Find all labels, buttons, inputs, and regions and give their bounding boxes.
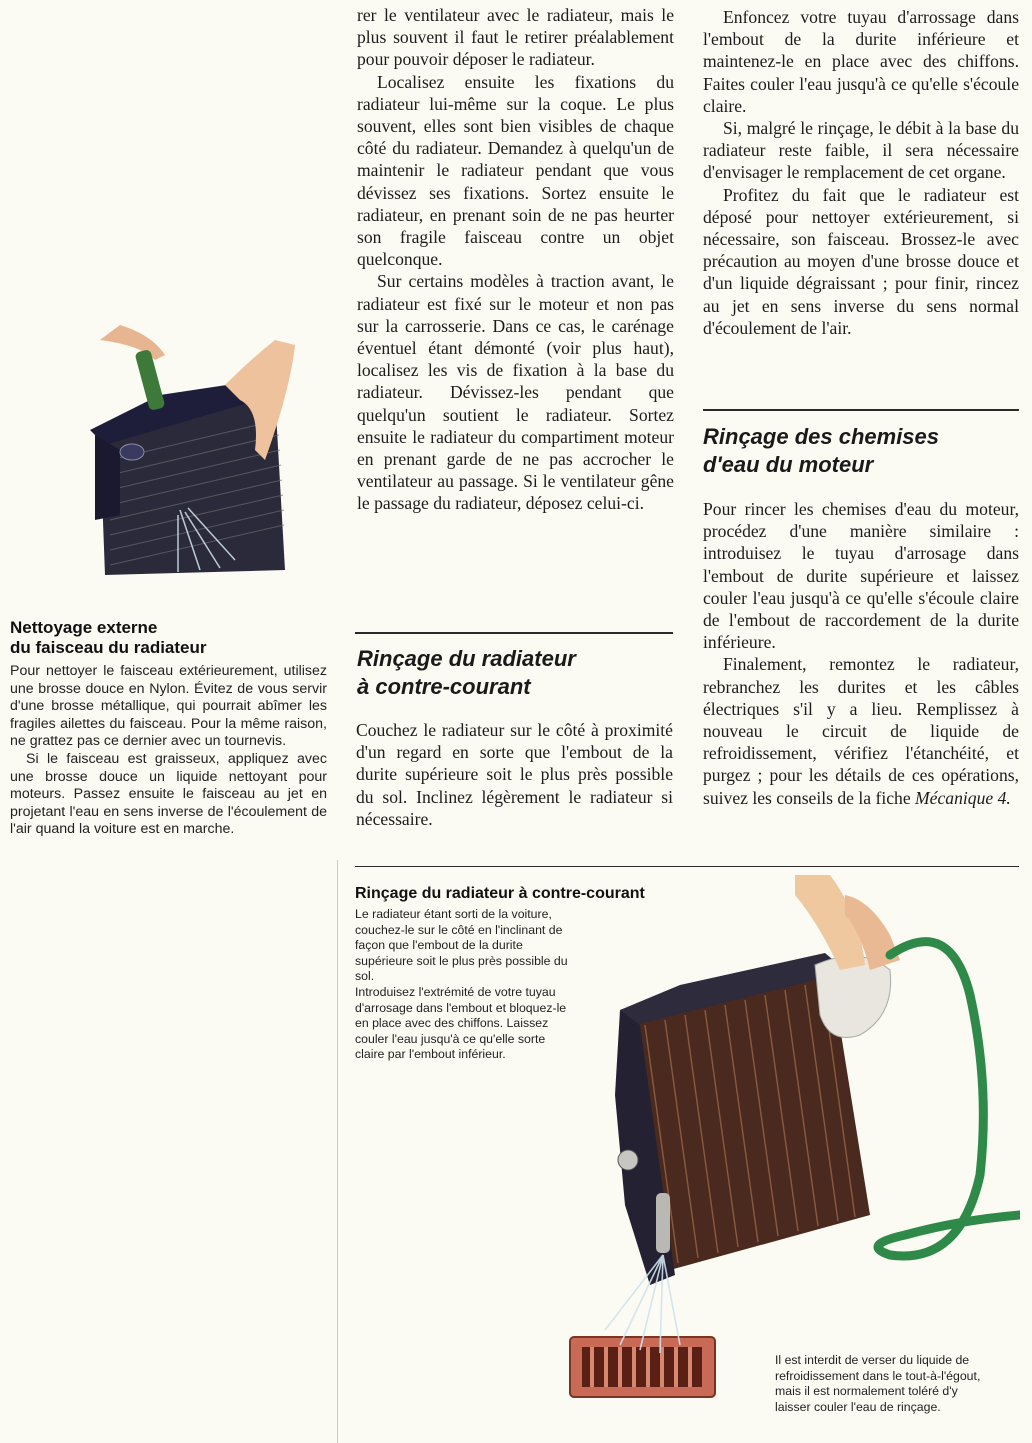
col3-paragraph: Enfoncez votre tuyau d'arrossage dans l'embout de la durite inférieure et maintenez-le en place avec des chiffons. Faites couler l'eau jusqu'à ce qu'elle s'écoule claire. [703,7,1019,116]
column-2 [357,4,674,515]
caption-paragraph: Introduisez l'extrémité de votre tuyau d'arrosage dans l'embout et bloquez-le en place avec des chiffons. Laissez couler l'eau jusqu'à ce qu'elle sorte claire par l'embout inférieur. [355,984,567,1062]
heading-line: d'eau du moteur [703,452,874,477]
section-rule [355,632,673,634]
col3-final-text: Finalement, remontez le radiateur, rebranchez les durites et les câbles électriques s'il y a lieu. Remplissez à nouveau le circuit de liquide de refroidissement, vérifiez l'étanchéité, et purgez ; pour les détails de ces opérations, suivez les conseils de la fiche [703,654,1019,808]
col2-paragraph: Sur certains modèles à traction avant, le radiateur est fixé sur le moteur et non pas sur la carrosserie. Dans ce cas, le carénage éventuel étant démonté (voir plus haut), localisez les vis de fixation à la base du radiateur. Dévissez-les pendant que quelqu'un soutient le radiateur. Sortez ensuite le radiateur du compartiment moteur en prenant garde de ne pas accrocher le ventilateur au passage. Si le ventilateur gêne le passage du radiateur, déposez celui-ci. [357,271,674,514]
caption-warning: Il est interdit de verser du liquide de refroidissement dans le tout-à-l'égout, mais il est normalement toléré d'y laisser couler l'eau de rinçage. [775,1353,981,1414]
rag [815,956,891,1037]
caption-title-line: Nettoyage externe [10,618,158,637]
col3-section-text [703,498,1019,809]
figure-rule [355,866,1019,867]
garden-hose [878,942,1020,1256]
section-heading-chemises [703,423,1019,479]
radiator-side-tank [95,435,120,520]
outlet-fitting [618,1150,638,1170]
hand-left [100,325,165,360]
filler-cap [120,444,144,460]
caption-left-body [10,663,327,839]
caption-left-title [10,618,330,658]
reference-link-text: Mécanique 4. [915,787,1011,808]
brushing-radiator-illustration [60,300,320,580]
col2-paragraph: rer le ventilateur avec le radiateur, mais le plus souvent il faut le retirer préalablement pour pouvoir déposer le radiateur. [357,5,674,70]
col3-paragraph: Profitez du fait que le radiateur est déposé pour nettoyer extérieurement, si nécessaire, son faisceau. Brossez-le avec précaution au moyen d'une brosse douce et d'un liquide dégraissant ; pour finir, rincez au jet en sens inverse du sens normal d'écoulement de l'air. [703,184,1019,338]
caption-bottom-body [355,907,570,1063]
backflush-radiator-illustration [560,875,1020,1435]
column-3 [703,6,1019,339]
section-rule [703,409,1019,411]
column-divider [337,860,338,1443]
lower-outlet-pipe [656,1193,670,1253]
section-heading-contre-courant [357,645,674,701]
col2-section-text [356,719,673,830]
heading-line: Rinçage du radiateur [357,646,576,671]
col3-section-paragraph [703,653,1019,808]
caption-paragraph: Le radiateur étant sorti de la voiture, couchez-le sur le côté en l'inclinant de façon que l'embout de la durite supérieure soit le plus près possible du sol. [355,907,568,984]
col3-paragraph: Si, malgré le rinçage, le débit à la base du radiateur reste faible, il sera nécessaire d'envisager le remplacement de cet organe. [703,118,1019,183]
col2-section-paragraph: Couchez le radiateur sur le côté à proximité d'un regard en sorte que l'embout de la durite supérieure soit le plus près possible du sol. Inclinez légèrement le radiateur si nécessaire. [356,720,673,829]
heading-line: Rinçage des chemises [703,424,940,449]
caption-bottom-title: Rinçage du radiateur à contre-courant [355,885,645,902]
col2-paragraph: Localisez ensuite les fixations du radiateur lui-même sur la coque. Le plus souvent, elles sont bien visibles de chaque côté du radiateur. Demandez à quelqu'un de maintenir le radiateur pendant que vous dévissez ses fixations. Sortez ensuite le radiateur, en prenant soin de ne pas heurter son fragile faisceau contre un objet quelconque. [357,71,674,270]
caption-paragraph: Pour nettoyer le faisceau extérieurement, utilisez une brosse douce en Nylon. Évitez de vous servir d'une brosse métallique, qui pourrait abîmer les fragiles ailettes du faisceau. Pour la même raison, ne grattez pas ce dernier avec un tournevis. [10,663,327,750]
heading-line: à contre-courant [357,674,531,699]
caption-title-line: du faisceau du radiateur [10,638,207,657]
col3-section-paragraph: Pour rincer les chemises d'eau du moteur, procédez d'une manière similaire : introduisez le tuyau d'arrosage dans l'embout de durite supérieure et laissez couler l'eau jusqu'à ce qu'elle s'écoule claire de l'embout de raccordement de la durite inférieure. [703,499,1019,653]
brush-handle [135,349,166,411]
caption-paragraph: Si le faisceau est graisseux, appliquez avec une brosse douce un liquide nettoyant pour moteurs. Passez ensuite le faisceau au jet en projetant l'eau en sens inverse de l'écoulement de l'air quand la voiture est en marche. [10,750,327,838]
drain-grate [570,1337,715,1397]
